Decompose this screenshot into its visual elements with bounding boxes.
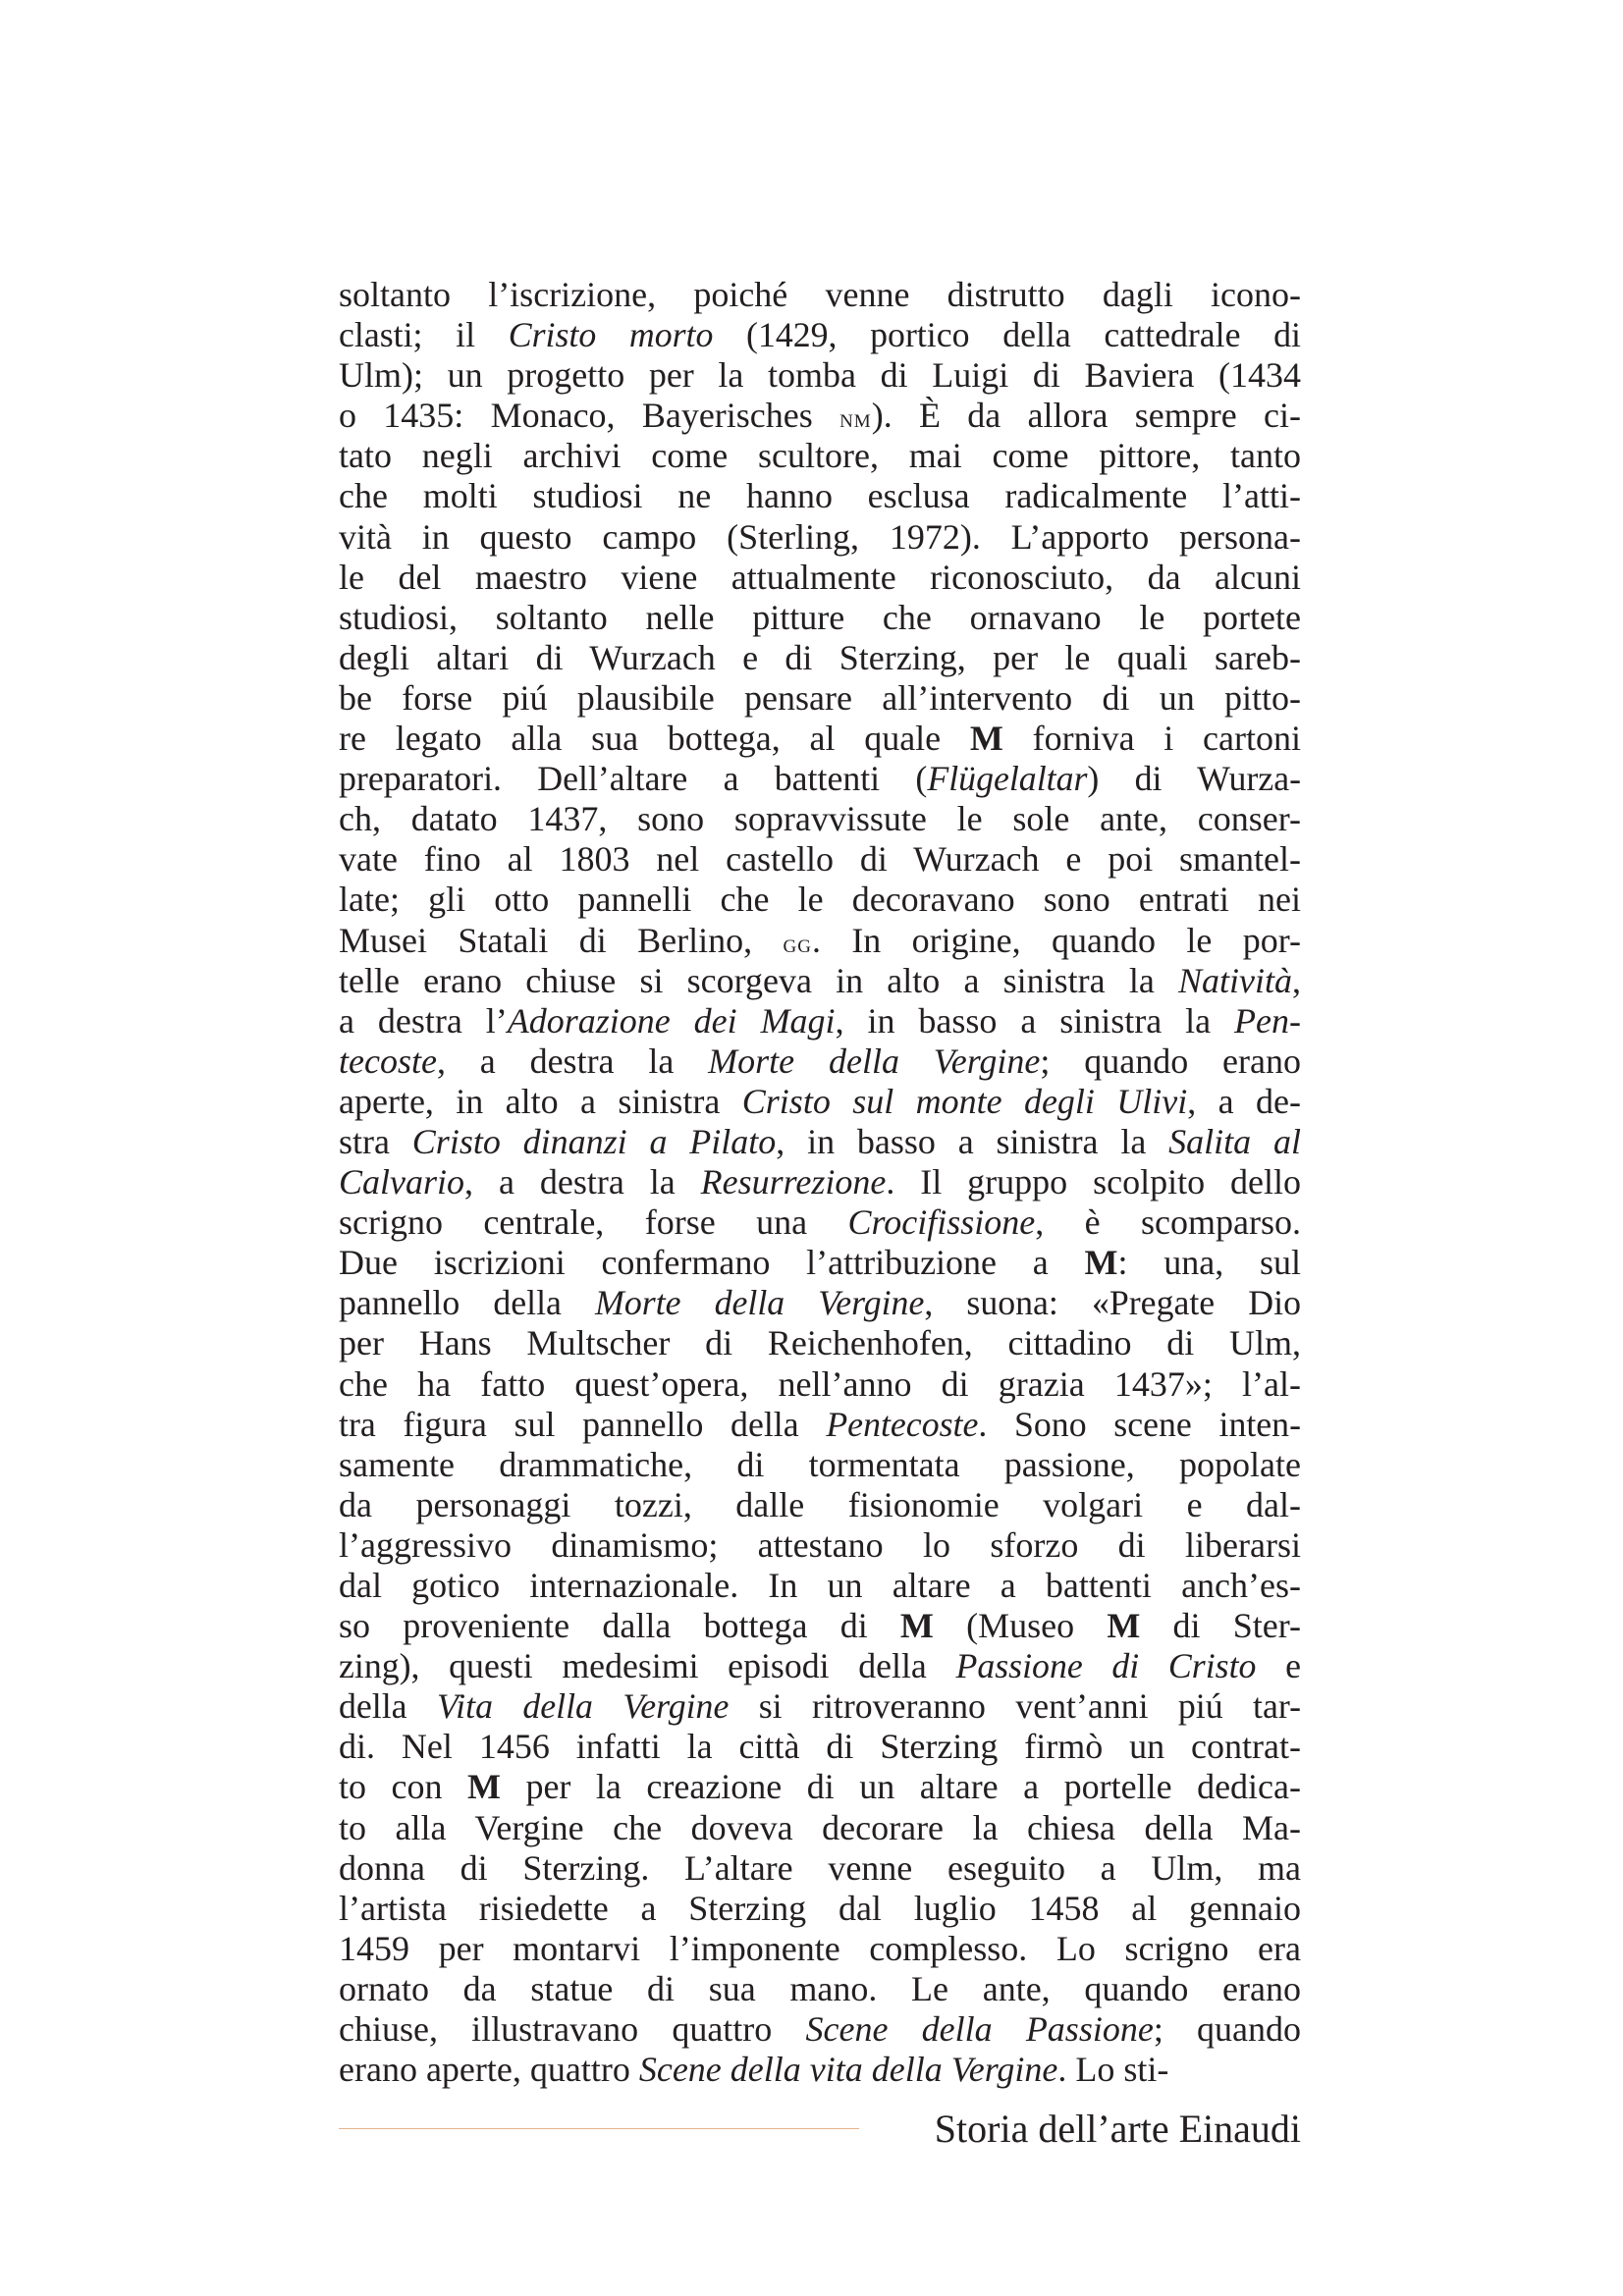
text-fragment: aperte, in alto a sinistra (339, 1081, 742, 1121)
text-fragment: so proveniente dalla bottega di (339, 1606, 900, 1646)
text-line (339, 1122, 1301, 1162)
text-line (339, 1283, 1301, 1323)
italic-text: Adorazione dei Magi (507, 1000, 836, 1041)
bold-text: M (1084, 1243, 1118, 1283)
text-line (339, 719, 1301, 759)
text-fragment: forniva i cartoni (1002, 719, 1301, 759)
text-line (339, 1323, 1301, 1363)
text-fragment: tato negli archivi come scultore, mai come pittore, tanto (339, 436, 1301, 476)
text-fragment: ; quando (1153, 2009, 1301, 2050)
text-line (339, 315, 1301, 355)
italic-text: Crocifissione (847, 1202, 1036, 1243)
text-fragment: (1429, portico della cattedrale di (713, 315, 1301, 355)
text-fragment: (Museo (933, 1606, 1108, 1646)
italic-text: Flügelaltar (927, 759, 1088, 799)
italic-text: Pentecoste (826, 1404, 979, 1444)
text-fragment: ; quando erano (1040, 1041, 1301, 1081)
bold-text: M (969, 719, 1003, 759)
text-fragment: erano aperte, quattro (339, 2050, 639, 2090)
text-fragment: e (1256, 1646, 1301, 1686)
text-line (339, 1686, 1301, 1727)
text-line (339, 1767, 1301, 1807)
text-line (339, 1082, 1301, 1122)
text-line (339, 1202, 1301, 1243)
text-fragment: l’artista risiedette a Sterzing dal luglio 1458 al gennaio (339, 1888, 1301, 1928)
text-fragment: chiuse, illustravano quattro (339, 2009, 806, 2050)
footer-title: Storia dell’arte Einaudi (934, 2107, 1301, 2151)
text-line (339, 1405, 1301, 1445)
text-fragment: Musei Statali di Berlino, (339, 920, 784, 960)
small-caps-text: nm (839, 403, 872, 434)
text-line (339, 921, 1301, 961)
text-fragment: . Lo sti- (1057, 2050, 1169, 2090)
text-line (339, 2050, 1301, 2090)
text-fragment: telle erano chiuse si scorgeva in alto a sinistra la (339, 960, 1178, 1000)
bold-text: M (466, 1767, 501, 1807)
text-fragment: ). È da allora sempre ci- (871, 396, 1301, 436)
text-line (339, 476, 1301, 516)
text-fragment: che ha fatto quest’opera, nell’anno di grazia 1437»; l’al- (339, 1363, 1301, 1404)
text-line (339, 1929, 1301, 1969)
text-fragment: studiosi, soltanto nelle pitture che ornavano le portete (339, 597, 1301, 637)
text-fragment: zing), questi medesimi episodi della (339, 1646, 956, 1686)
text-line (339, 1727, 1301, 1767)
text-fragment: stra (339, 1121, 412, 1161)
text-fragment: per la creazione di un altare a portelle dedica- (500, 1767, 1301, 1807)
text-fragment: vate fino al 1803 nel castello di Wurzach e poi smantel- (339, 839, 1301, 880)
text-fragment: tra figura sul pannello della (339, 1404, 827, 1444)
text-line (339, 1001, 1301, 1041)
small-caps-text: gg (783, 928, 812, 958)
italic-text: Pen- (1234, 1000, 1301, 1041)
text-fragment: clasti; il (339, 315, 509, 355)
text-line (339, 1243, 1301, 1283)
text-fragment: degli altari di Wurzach e di Sterzing, per le quali sareb- (339, 637, 1301, 677)
text-fragment: . Sono scene inten- (978, 1404, 1301, 1444)
text-fragment: soltanto l’iscrizione, poiché venne distrutto dagli icono- (339, 275, 1301, 314)
text-line (339, 1969, 1301, 2009)
text-fragment: vità in questo campo (Sterling, 1972). L’apporto persona- (339, 516, 1301, 557)
text-fragment: . Il gruppo scolpito dello (886, 1162, 1301, 1202)
text-fragment: ) di Wurza- (1087, 759, 1302, 799)
text-line (339, 1162, 1301, 1202)
italic-text: tecoste (339, 1041, 437, 1081)
text-line (339, 759, 1301, 799)
bold-text: M (1107, 1606, 1141, 1646)
text-line (339, 517, 1301, 558)
text-fragment: si ritroveranno vent’anni piú tar- (729, 1686, 1302, 1727)
text-line (339, 678, 1301, 719)
bold-text: M (899, 1606, 934, 1646)
text-fragment: ornato da statue di sua mano. Le ante, quando erano (339, 1968, 1301, 2008)
text-fragment: della (339, 1686, 437, 1727)
text-fragment: : una, sul (1117, 1243, 1301, 1283)
italic-text: Salita al (1168, 1121, 1301, 1161)
text-fragment: , suona: «Pregate Dio (924, 1283, 1301, 1323)
body-text (339, 275, 1301, 2090)
text-fragment: Ulm); un progetto per la tomba di Luigi di Baviera (1434 (339, 355, 1301, 396)
page-footer (339, 2105, 1301, 2154)
text-fragment: preparatori. Dell’altare a battenti ( (339, 759, 928, 799)
text-line (339, 1364, 1301, 1405)
text-fragment: che molti studiosi ne hanno esclusa radicalmente l’atti- (339, 476, 1301, 516)
text-fragment: per Hans Multscher di Reichenhofen, cittadino di Ulm, (339, 1323, 1301, 1363)
text-fragment: , a de- (1187, 1081, 1301, 1121)
text-fragment: donna di Sterzing. L’altare venne eseguito a Ulm, ma (339, 1847, 1301, 1888)
text-fragment: late; gli otto pannelli che le decoravano sono entrati nei (339, 880, 1301, 920)
text-fragment: . In origine, quando le por- (811, 920, 1301, 960)
text-line (339, 1808, 1301, 1848)
text-line (339, 396, 1301, 436)
text-line (339, 275, 1301, 315)
text-line (339, 598, 1301, 638)
text-line (339, 880, 1301, 920)
italic-text: Morte della Vergine (595, 1283, 925, 1323)
text-fragment: a destra l’ (339, 1000, 508, 1041)
text-line (339, 436, 1301, 476)
text-fragment: be forse piú plausibile pensare all’intervento di un pitto- (339, 677, 1301, 718)
text-fragment: to con (339, 1767, 467, 1807)
text-line (339, 638, 1301, 678)
text-fragment: to alla Vergine che doveva decorare la chiesa della Ma- (339, 1807, 1301, 1847)
italic-text: Cristo morto (508, 315, 714, 355)
text-line (339, 839, 1301, 880)
text-line (339, 799, 1301, 839)
text-line (339, 1566, 1301, 1606)
text-fragment: , è scomparso. (1035, 1202, 1301, 1243)
italic-text: Natività (1178, 960, 1292, 1000)
text-fragment: dal gotico internazionale. In un altare a battenti anch’es- (339, 1566, 1301, 1605)
text-line (339, 1646, 1301, 1686)
text-fragment: , a destra la (436, 1041, 709, 1081)
footer-rule (339, 2128, 859, 2129)
text-fragment: Due iscrizioni confermano l’attribuzione a (339, 1243, 1085, 1283)
text-fragment: , (1292, 960, 1301, 1000)
italic-text: Cristo dinanzi a Pilato (411, 1121, 777, 1161)
text-line (339, 1041, 1301, 1082)
text-line (339, 558, 1301, 598)
italic-text: Passione di Cristo (955, 1646, 1257, 1686)
text-fragment: re legato alla sua bottega, al quale (339, 719, 970, 759)
italic-text: Scene della vita della Vergine (638, 2050, 1058, 2090)
text-line (339, 961, 1301, 1001)
italic-text: Cristo sul monte degli Ulivi (741, 1081, 1188, 1121)
italic-text: Calvario (339, 1162, 465, 1202)
text-fragment: di Ster- (1140, 1606, 1301, 1646)
text-fragment: di. Nel 1456 infatti la città di Sterzing firmò un contrat- (339, 1727, 1301, 1767)
text-fragment: , a destra la (464, 1162, 701, 1202)
text-fragment: , in basso a sinistra la (776, 1121, 1169, 1161)
italic-text: Resurrezione (700, 1162, 887, 1202)
text-line (339, 1445, 1301, 1485)
text-line (339, 1606, 1301, 1646)
italic-text: Morte della Vergine (708, 1041, 1041, 1081)
text-fragment: 1459 per montarvi l’imponente complesso. Lo scrigno era (339, 1928, 1301, 1968)
text-line (339, 1848, 1301, 1889)
text-fragment: pannello della (339, 1283, 596, 1323)
text-line (339, 1889, 1301, 1929)
text-line (339, 1525, 1301, 1566)
text-fragment: samente drammatiche, di tormentata passione, popolate (339, 1444, 1301, 1484)
italic-text: Scene della Passione (805, 2009, 1154, 2050)
text-line (339, 355, 1301, 396)
text-line (339, 1485, 1301, 1525)
text-fragment: scrigno centrale, forse una (339, 1202, 848, 1243)
text-fragment: le del maestro viene attualmente riconosciuto, da alcuni (339, 557, 1301, 597)
text-fragment: l’aggressivo dinamismo; attestano lo sforzo di liberarsi (339, 1524, 1301, 1565)
text-fragment: da personaggi tozzi, dalle fisionomie volgari e dal- (339, 1484, 1301, 1524)
text-line (339, 2009, 1301, 2050)
italic-text: Vita della Vergine (436, 1686, 730, 1727)
text-fragment: , in basso a sinistra la (835, 1000, 1235, 1041)
text-fragment: ch, datato 1437, sono sopravvissute le sole ante, conser- (339, 799, 1301, 839)
text-fragment: o 1435: Monaco, Bayerisches (339, 396, 840, 436)
